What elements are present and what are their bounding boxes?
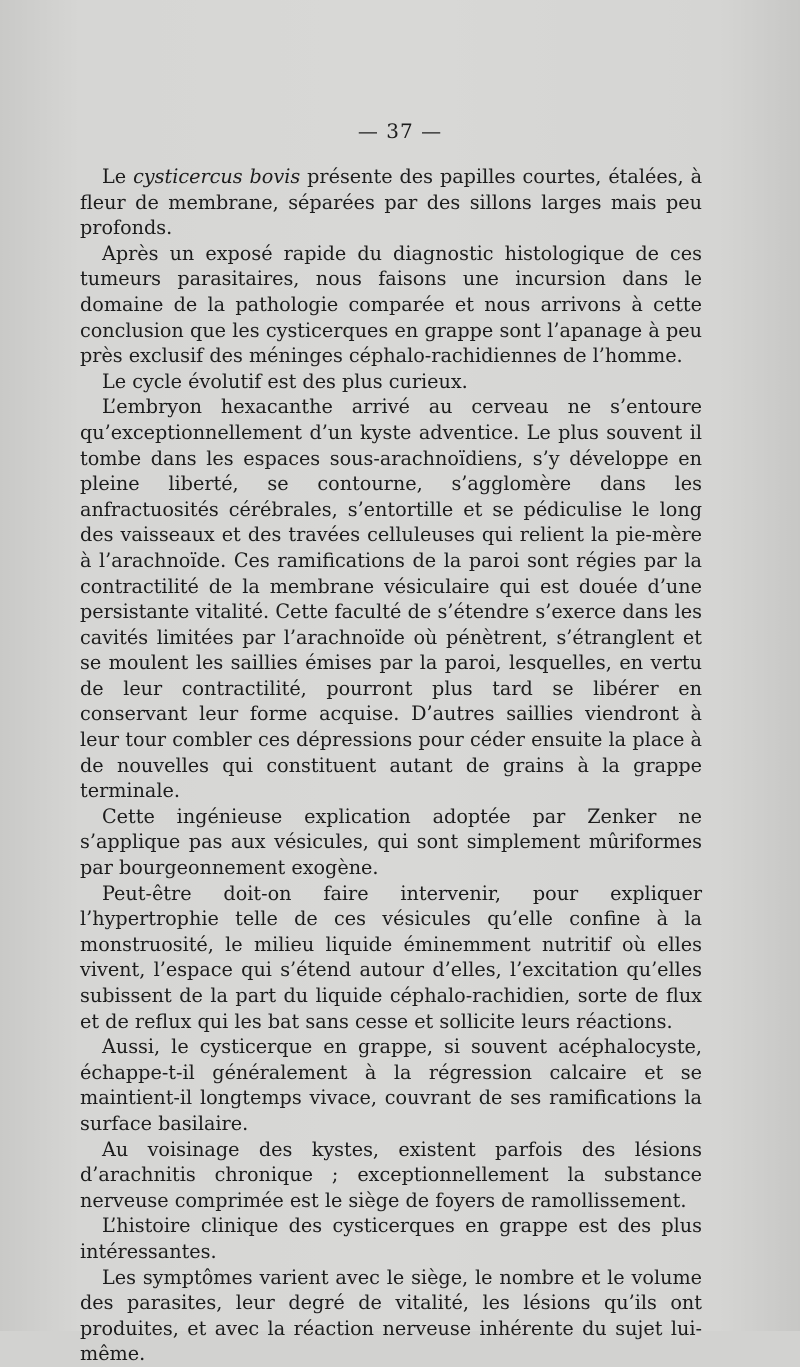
paragraph: Au voisinage des kystes, existent parfois des lésions d’arachnitis chronique ; exceptionnellement la substance nerveuse comprimée est le siège de foyers de ramollissement. xyxy=(80,1137,702,1212)
paragraph-text: Le xyxy=(102,165,134,188)
paragraph: Peut-être doit-on faire intervenir, pour expliquer l’hypertrophie telle de ces vésicules qu’elle confine à la monstruosité, le milieu liquide éminemment nutritif où elles vivent, l’espace qui s’étend autour d’elles, l’excitation qu’elles subissent de la part du liquide céphalo-rachidien, sorte de flux et de reflux qui les bat sans cesse et sollicite leurs réactions. xyxy=(80,881,702,1033)
body-text xyxy=(80,164,702,1367)
paragraph xyxy=(80,164,702,241)
paragraph: L’embryon hexacanthe arrivé au cerveau ne s’entoure qu’exceptionnellement d’un kyste adventice. Le plus souvent il tombe dans les espaces sous-arachnoïdiens, s’y développe en pleine liberté, se contourne, s’agglomère dans les anfractuosités cérébrales, s’entortille et se pédiculise le long des vaisseaux et des travées celluleuses qui relient la pie-mère à l’arachnoïde. Ces ramifications de la paroi sont régies par la contractilité de la membrane vésiculaire qui est douée d’une persistante vitalité. Cette faculté de s’étendre s’exerce dans les cavités limitées par l’arachnoïde où pénètrent, s’étranglent et se moulent les saillies émises par la paroi, lesquelles, en vertu de leur contractilité, pourront plus tard se libérer en conservant leur forme acquise. D’autres saillies viendront à leur tour combler ces dépressions pour céder ensuite la place à de nouvelles qui constituent autant de grains à la grappe terminale. xyxy=(80,395,702,803)
italic-term: cysticercus bovis xyxy=(133,165,301,188)
page-number: — 37 — xyxy=(357,119,443,143)
paragraph: Le cycle évolutif est des plus curieux. xyxy=(102,369,468,393)
paragraph: Après un exposé rapide du diagnostic histologique de ces tumeurs parasitaires, nous faisons une incursion dans le domaine de la pathologie comparée et nous arrivons à cette conclusion que les cysticerques en grappe sont l’apanage à peu près exclusif des méninges céphalo-rachidiennes de l’homme. xyxy=(80,241,702,368)
paragraph: L’histoire clinique des cysticerques en grappe est des plus intéressantes. xyxy=(80,1214,702,1263)
paragraph: Cette ingénieuse explication adoptée par Zenker ne s’applique pas aux vésicules, qui sont simplement mûriformes par bourgeonnement exogène. xyxy=(80,804,702,880)
paragraph: Aussi, le cysticerque en grappe, si souvent acéphalocyste, échappe-t-il généralement à la régression calcaire et se maintient-il longtemps vivace, couvrant de ses ramifications la surface basilaire. xyxy=(80,1035,702,1135)
paragraph-text: présente des papilles courtes, étalées, à fleur de membrane, séparées par des sillons larges mais peu profonds. xyxy=(80,165,703,240)
paragraph: Les symptômes varient avec le siège, le nombre et le volume des parasites, leur degré de vitalité, les lésions qu’ils ont produites, et avec la réaction nerveuse inhérente du sujet lui-même. xyxy=(80,1265,702,1366)
